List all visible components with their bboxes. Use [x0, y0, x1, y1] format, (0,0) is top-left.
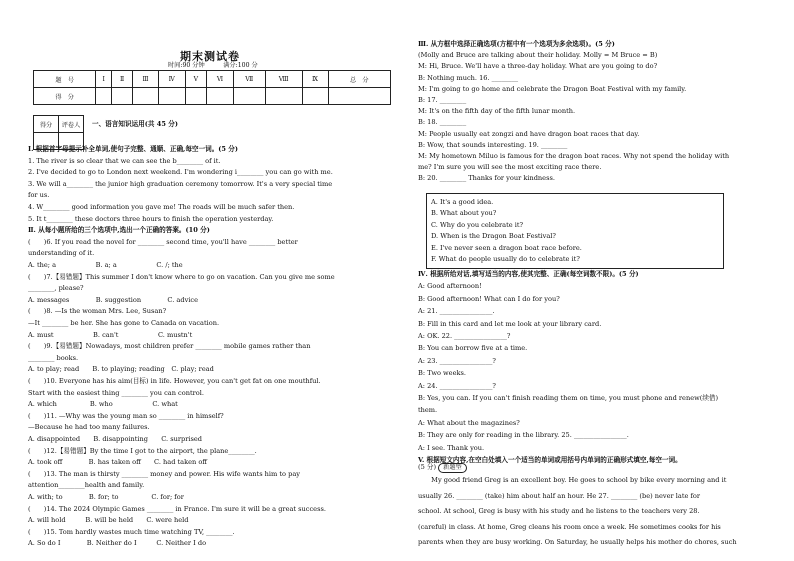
options-box — [426, 193, 724, 269]
score-table-score-row — [34, 88, 391, 105]
task-v-meta — [418, 463, 467, 473]
dialogue-line: M: It's on the fifth day of the fifth lunar month. — [418, 107, 576, 116]
passage-line: parents when they are busy working. On Saturday, he usually helps his mother do chores, such — [418, 538, 737, 546]
dialogue-fill-line: them. — [418, 406, 438, 415]
question-line: ( )12.【易错题】By the time I got to the airport, the plane________. — [28, 446, 257, 455]
score-table-header-cell: 题 号 — [34, 71, 96, 88]
score-table-header-cell: Ⅳ — [158, 71, 185, 88]
passage-line: (careful) in class. At home, Greg cleans his room once a week. He sometimes cooks for his — [418, 522, 721, 531]
score-input-cell[interactable] — [207, 88, 234, 105]
dialogue-line: Ⅲ. 从方框中选择正确选项(方框中有一个选项为多余选项)。(5 分) — [418, 40, 615, 48]
dialogue-line: B: 20. ________ Thanks for your kindness. — [418, 174, 555, 183]
dialogue-fill-line: A: 21. ________________. — [418, 307, 495, 316]
score-input-cell[interactable] — [302, 88, 328, 105]
grader-cell-label: 评卷人 — [59, 116, 84, 133]
dialogue-fill-line: Ⅳ. 根据所给对话,填写适当的内容,使其完整、正确(每空词数不限)。(5 分) — [418, 270, 639, 278]
question-line: 1. The river is so clear that we can see the b________ of it. — [28, 156, 221, 165]
question-line: A. took off B. has taken off C. had taken off — [28, 458, 207, 467]
dialogue-fill-line: A: Good afternoon! — [418, 282, 482, 291]
score-table-header-cell: 总 分 — [328, 71, 391, 88]
score-input-cell[interactable] — [158, 88, 185, 105]
score-cell-label: 得分 — [34, 116, 59, 133]
dialogue-fill-line: A: 23. ________________? — [418, 356, 496, 365]
option-item: E. I've never seen a dragon boat race before. — [431, 243, 582, 252]
question-line: —Because he had too many failures. — [28, 423, 150, 432]
section-title: 一、语言知识运用(共 45 分) — [92, 120, 178, 128]
question-line: A. which B. who C. what — [28, 400, 178, 409]
dialogue-line: B: 18. ________ — [418, 118, 467, 127]
question-line: Ⅰ. 根据首字母提示补全单词,使句子完整、通顺、正确,每空一词。(5 分) — [28, 145, 239, 153]
question-line: 2. I've decided to go to London next weekend. I'm wondering i________ you can go with me. — [28, 168, 333, 177]
dialogue-line: me? I'm sure you will see the most exciting race there. — [418, 163, 602, 172]
option-item: F. What do people usually do to celebrate it? — [431, 255, 580, 264]
question-line: ( )15. Tom hardly wastes much time watching TV, ________. — [28, 527, 235, 536]
dialogue-line: B: Wow, that sounds interesting. 19. ________ — [418, 140, 568, 149]
question-line: 4. W________ good information you gave me! The roads will be much safer then. — [28, 203, 295, 211]
score-input-cell[interactable] — [112, 88, 133, 105]
dialogue-line: B: 17. ________ — [418, 96, 467, 104]
dialogue-line: M: People usually eat zongzi and have dragon boat races that day. — [418, 129, 640, 138]
score-input-cell[interactable] — [233, 88, 265, 105]
dialogue-line: (Molly and Bruce are talking about their holiday. Molly = M Bruce = B) — [418, 51, 658, 60]
question-line: understanding of it. — [28, 249, 95, 258]
dialogue-fill-line: A: OK. 22. ________________? — [418, 332, 511, 340]
score-table-header-cell: Ⅸ — [302, 71, 328, 88]
question-line: Ⅱ. 从每小题所给的三个选项中,选出一个正确的答案。(10 分) — [28, 226, 210, 235]
question-line: ( )14. The 2024 Olympic Games ________ in France. I'm sure it will be a great success. — [28, 504, 326, 513]
question-line: A. messages B. suggestion C. advice — [28, 295, 199, 304]
option-item: D. When is the Dragon Boat Festival? — [431, 232, 556, 241]
score-table-header-cell: Ⅲ — [133, 71, 159, 88]
question-line: A. with; to B. for; to C. for; for — [28, 493, 184, 501]
dialogue-fill-line: B: Two weeks. — [418, 369, 466, 378]
question-line: Start with the easiest thing ________ you can control. — [28, 388, 204, 397]
question-line: A. So do I B. Neither do I C. Neither I do — [28, 539, 207, 548]
score-table-header-cell: Ⅶ — [233, 71, 265, 88]
score-input-cell[interactable] — [185, 88, 207, 105]
score-table-header-cell: V — [185, 71, 207, 88]
option-item: B. What about you? — [431, 209, 497, 218]
score-row-label: 得 分 — [34, 88, 96, 105]
question-line: A. will hold B. will be held C. were held — [28, 516, 189, 525]
question-line: ________, please? — [28, 284, 84, 293]
question-line: ( )6. If you read the novel for ________ second time, you'll have ________ better — [28, 237, 298, 246]
dialogue-fill-line: B: Yes, you can. If you can't finish reading them on time, you must phone and renew(续借) — [418, 394, 719, 402]
score-input-cell[interactable] — [328, 88, 391, 105]
dialogue-fill-line: B: Fill in this card and let me look at your library card. — [418, 319, 602, 328]
question-line: for us. — [28, 191, 50, 200]
score-table-header-row — [34, 71, 391, 88]
passage-line: My good friend Greg is an excellent boy. He goes to school by bike every morning and it — [418, 476, 727, 484]
question-line: A. disappointed B. disappointing C. surprised — [28, 435, 202, 443]
question-line: ( )11. —Why was the young man so ________ in himself? — [28, 411, 224, 420]
dialogue-line: M: Hi, Bruce. We'll have a three-day holiday. What are you going to do? — [418, 62, 658, 71]
question-line: 3. We will a________ the junior high graduation ceremony tomorrow. It's a very special time — [28, 179, 333, 188]
question-line: A. to play; read B. to playing; reading C. play; read — [28, 365, 214, 374]
dialogue-fill-line: B: Good afternoon! What can I do for you? — [418, 294, 560, 303]
score-input-cell[interactable] — [96, 88, 112, 105]
new-question-type-badge: 新题型 — [438, 463, 467, 473]
option-item: C. Why do you celebrate it? — [431, 220, 524, 229]
score-table — [33, 70, 391, 105]
score-note: (5 分) — [418, 463, 437, 471]
passage-line: usually 26. ________ (take) him about half an hour. He 27. ________ (be) never late for — [418, 491, 701, 500]
question-line: ( )13. The man is thirsty ________ money and power. His wife wants him to pay — [28, 469, 300, 478]
dialogue-fill-line: A: What about the magazines? — [418, 418, 520, 427]
dialogue-line: B: Nothing much. 16. ________ — [418, 73, 519, 82]
question-line: ( )10. Everyone has his aim(目标) in life. However, you can't get fat on one mouthful. — [28, 377, 321, 385]
page-title: 期末测试卷 — [180, 50, 240, 63]
dialogue-fill-line: V. 根据短文内容,在空白处填入一个适当的单词或用括号内单词的正确形式填空,每空一词。 — [418, 456, 682, 464]
option-item: A. It's a good idea. — [431, 198, 494, 206]
question-line: ( )9.【易错题】Nowadays, most children prefer ________ mobile games rather than — [28, 342, 311, 351]
score-input-cell[interactable] — [133, 88, 159, 105]
score-table-header-cell: Ⅷ — [265, 71, 302, 88]
question-line: A. the; a B. a; a C. /; the — [28, 261, 183, 269]
dialogue-line: M: My hometown Miluo is famous for the dragon boat races. Why not spend the holiday with — [418, 152, 730, 160]
question-line: ( )7.【易错题】This summer I don't know where to go on vacation. Can you give me some — [28, 272, 335, 281]
score-input-cell[interactable] — [265, 88, 302, 105]
question-line: —It ________ be her. She has gone to Canada on vacation. — [28, 319, 220, 327]
question-line: ( )8. —Is the woman Mrs. Lee, Susan? — [28, 307, 167, 316]
question-line: attention________health and family. — [28, 481, 145, 490]
question-line: A. must B. can't C. mustn't — [28, 330, 193, 339]
dialogue-line: M: I'm going to go home and celebrate the Dragon Boat Festival with my family. — [418, 84, 687, 93]
question-line: 5. It t________ these doctors three hours to finish the operation yesterday. — [28, 214, 274, 223]
score-table-header-cell: Ⅱ — [112, 71, 133, 88]
question-line: ________ books. — [28, 353, 79, 362]
dialogue-fill-line: A: I see. Thank you. — [418, 443, 485, 452]
score-table-header-cell: Ⅵ — [207, 71, 234, 88]
exam-info: 时间:90 分钟 满分:100 分 — [168, 62, 258, 69]
dialogue-fill-line: B: You can borrow five at a time. — [418, 344, 528, 353]
dialogue-fill-line: A: 24. ________________? — [418, 381, 496, 390]
passage-line: school. At school, Greg is busy with his study and he listens to the teachers very 28. — [418, 507, 700, 515]
dialogue-fill-line: B: They are only for reading in the library. 25. ________________. — [418, 431, 629, 440]
score-table-header-cell: I — [96, 71, 112, 88]
